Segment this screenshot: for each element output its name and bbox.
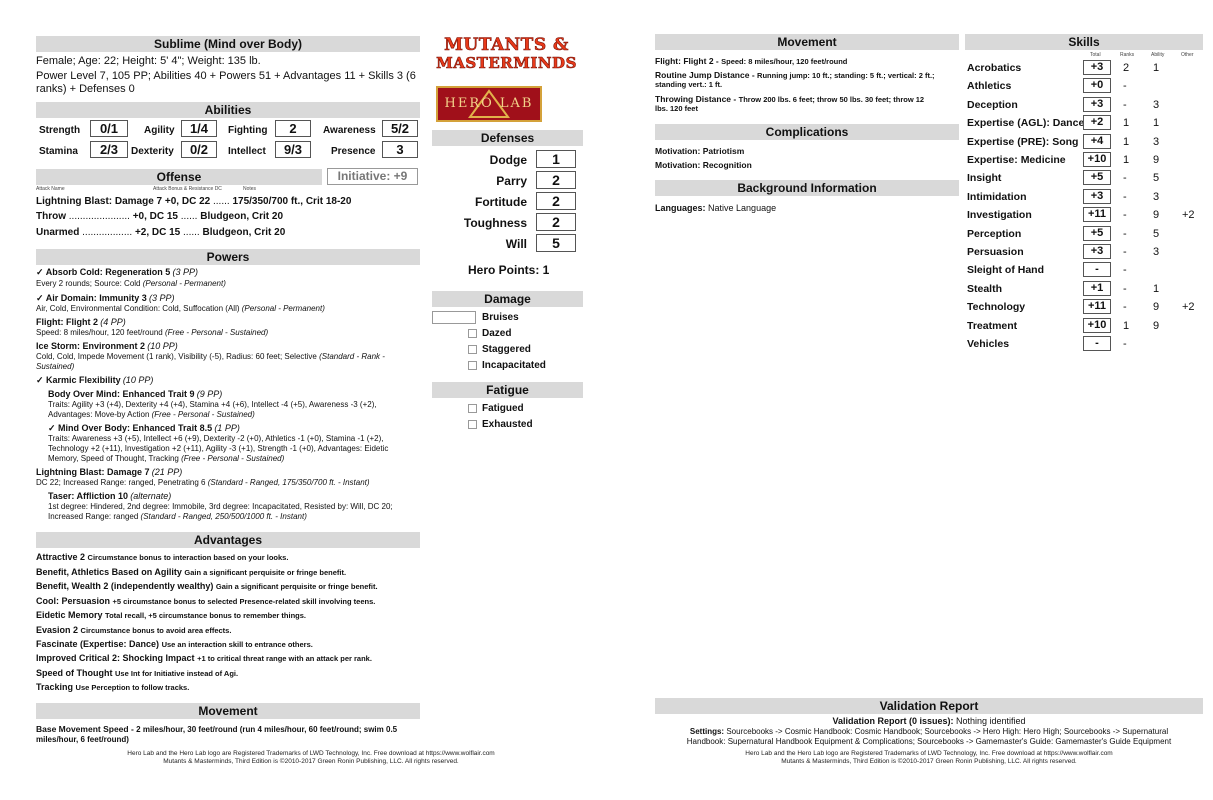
skill-name: Persuasion [967,246,1024,258]
skill-total: +4 [1083,134,1111,149]
power-name: ✓ Mind Over Body: Enhanced Trait 8.5 [48,423,213,433]
skill-name: Acrobatics [967,62,1022,74]
validation-summary: Validation Report (0 issues): Nothing identified [832,716,1026,726]
attack-name: Lightning Blast: Damage 7 [36,196,163,207]
skill-total: +3 [1083,244,1111,259]
advantage-item: Eidetic Memory Total recall, +5 circumstance bonus to remember things. [36,610,307,620]
skill-row [965,152,1203,169]
skill-row [965,134,1203,151]
skill-name: Expertise (AGL): Dance [967,117,1085,130]
dazed-checkbox[interactable] [468,329,477,338]
offense-col-attack: Attack Name [36,186,65,192]
damage-header: Damage [432,291,583,307]
power-desc: Every 2 rounds; Source: Cold (Personal - Permanent) [36,279,226,288]
skill-row [965,189,1203,206]
power-desc: Speed: 8 miles/hour, 120 feet/round (Free - Personal - Sustained) [36,328,269,337]
base-movement: Base Movement Speed - 2 miles/hour, 30 feet/round (run 4 miles/hour, 60 feet/round; swim 0.5 [36,724,398,734]
incapacitated-checkbox[interactable] [468,361,477,370]
defense-value-will: 5 [536,234,576,252]
skill-ranks: - [1123,80,1127,93]
skill-ability: 9 [1153,154,1160,166]
skills-table [965,60,1203,360]
skill-ranks: - [1123,98,1127,111]
skill-total: +3 [1083,60,1111,75]
power-cost: (alternate) [130,491,172,501]
skill-name: Technology [967,301,1026,314]
ability-label-presence: Presence [331,146,376,157]
power-cost: (10 PP) [122,375,154,385]
ability-value-agility: 1/4 [181,120,217,137]
power-name: Body Over Mind: Enhanced Trait 9 [48,389,195,399]
power-desc: Sustained) [36,362,75,371]
advantage-item: Improved Critical 2: Shocking Impact +1 to critical threat range with an attack per rank. [36,653,372,663]
power-desc: Air, Cold, Environmental Condition: Cold, Suffocation (All) (Personal - Permanent) [36,304,325,313]
power-item [36,375,153,386]
power-desc: Memory, Speed of Thought, Tracking (Free - Personal - Sustained) [48,454,285,463]
herolab-logo-text: HERO LAB [444,96,534,111]
offense-col-notes: Notes [243,186,257,192]
damage-incapacitated: Incapacitated [468,360,546,371]
defense-value-toughness: 2 [536,213,576,231]
power-desc: DC 22; Increased Range: ranged, Penetrating 6 (Standard - Ranged, 175/350/700 ft. - Instant) [36,478,370,487]
attack-bonus: +2, DC 15 [134,227,181,238]
skill-other: +2 [1182,301,1195,314]
defense-value-fortitude: 2 [536,192,576,210]
skill-total: +11 [1083,207,1111,222]
ability-label-agility: Agility [144,125,175,136]
bruises-box[interactable] [432,311,476,324]
ability-value-stamina: 2/3 [90,141,128,158]
defense-label-fortitude: Fortitude [475,195,527,209]
power-level-line: Power Level 7, 105 PP; Abilities 40 + Powers 51 + Advantages 11 + Skills 3 (6 ranks) + Defenses 0 [36,70,416,95]
skill-name: Treatment [967,319,1018,332]
footer-line: Mutants & Masterminds, Third Edition is ©2010-2017 Green Ronin Publishing, LLC. All rights reserved. [781,758,1077,765]
damage-staggered: Staggered [468,344,531,355]
power-desc: Increased Range: ranged (Standard - Ranged, 250/500/1000 ft. - Instant) [48,512,307,521]
skill-row [965,78,1203,95]
ability-label-dexterity: Dexterity [131,146,174,157]
ability-label-fighting: Fighting [228,125,268,136]
advantage-item: Speed of Thought Use Int for Initiative instead of Agi. [36,668,239,678]
skill-total: +5 [1083,226,1111,241]
skills-col-ability: Ability [1151,52,1165,58]
skill-row [965,262,1203,279]
power-name: Ice Storm: Environment 2 [36,341,146,351]
movement-item: Routine Jump Distance - Running jump: 10 ft.; standing: 5 ft.; vertical: 2 ft.; [655,70,935,80]
skill-row [965,244,1203,261]
power-item [36,341,178,352]
validation-header: Validation Report [655,698,1203,714]
skill-name: Investigation [967,209,1032,222]
power-cost: (9 PP) [196,389,223,399]
ability-value-intellect: 9/3 [275,141,311,158]
attack-name: Throw [36,211,66,222]
advantage-item: Cool: Persuasion +5 circumstance bonus to selected Presence-related skill involving teens. [36,596,376,606]
movement-item-cont: standing vert.: 1 ft. [655,80,723,89]
staggered-checkbox[interactable] [468,345,477,354]
skill-row [965,336,1203,353]
ability-value-dexterity: 0/2 [181,141,217,158]
skill-row [965,226,1203,243]
skill-total: +3 [1083,97,1111,112]
mm-logo-line: MASTERMINDS [436,54,577,72]
skill-ranks: - [1123,209,1127,222]
power-cost: (21 PP) [151,467,183,477]
movement-item: Flight: Flight 2 - Speed: 8 miles/hour, 120 feet/round [655,56,848,66]
ability-value-presence: 3 [382,141,418,158]
ability-label-stamina: Stamina [39,146,78,157]
ability-label-intellect: Intellect [228,146,266,157]
skill-ability: 9 [1153,319,1160,332]
skill-name: Stealth [967,282,1003,295]
attack-row [36,227,285,238]
attack-dots: ...... [213,196,230,207]
footer-line: Hero Lab and the Hero Lab logo are Registered Trademarks of LWD Technology, Inc. Free download at https://www.wolflair.com [745,750,1113,757]
initiative-box: Initiative: +9 [327,168,418,185]
powers-header: Powers [36,249,420,265]
ability-value-awareness: 5/2 [382,120,418,137]
skill-name: Athletics [967,80,1012,93]
skill-total: - [1083,262,1111,277]
skill-name: Expertise (PRE): Song [967,135,1079,148]
skill-ranks: 1 [1123,135,1130,148]
skill-ranks: - [1123,172,1127,185]
skill-name: Perception [967,227,1022,240]
power-name: Flight: Flight 2 [36,317,98,327]
skill-total: +11 [1083,299,1111,314]
skill-total: +0 [1083,78,1111,93]
background-header: Background Information [655,180,959,196]
advantage-item: Benefit, Wealth 2 (independently wealthy) Gain a significant perquisite or fringe benefit. [36,581,378,591]
attack-bonus: +0, DC 22 [164,196,211,207]
skill-row [965,115,1203,132]
complications-header: Complications [655,124,959,140]
attack-row [36,196,351,207]
defense-value-parry: 2 [536,171,576,189]
skill-row [965,97,1203,114]
attack-notes: 175/350/700 ft., Crit 18-20 [232,196,352,207]
skill-total: +10 [1083,318,1111,333]
skill-total: +1 [1083,281,1111,296]
defenses-header: Defenses [432,130,583,146]
fatigue-fatigued: Fatigued [468,403,524,414]
skill-ranks: - [1123,227,1127,240]
defense-label-parry: Parry [496,174,527,188]
footer-line: Mutants & Masterminds, Third Edition is ©2010-2017 Green Ronin Publishing, LLC. All rights reserved. [163,758,459,765]
skill-ability: 5 [1153,227,1160,240]
skill-ability: 1 [1153,117,1160,130]
skill-ability: 9 [1153,301,1160,314]
skills-col-total: Total [1090,52,1101,58]
mm-logo-line: MUTANTS & [444,35,569,55]
power-item [36,467,182,478]
defense-label-toughness: Toughness [463,216,527,230]
power-desc: Advantages: Move-by Action (Free - Personal - Sustained) [48,410,255,419]
skill-ability: 3 [1153,135,1160,148]
attack-dots: .................. [79,227,133,238]
skill-name: Deception [967,98,1018,111]
power-cost: (10 PP) [147,341,178,351]
skill-ranks: - [1123,190,1127,203]
hero-points: Hero Points: 1 [468,263,550,277]
skill-ability: 1 [1153,62,1160,74]
power-item [48,389,222,400]
skill-ranks: 1 [1123,117,1130,130]
ability-label-strength: Strength [39,125,81,136]
power-desc: Traits: Agility +3 (+4), Dexterity +4 (+4), Stamina +4 (+6), Intellect -4 (+5), Awareness -3 (+2), [48,400,377,409]
power-name: ✓ Absorb Cold: Regeneration 5 [36,267,171,277]
power-name: ✓ Air Domain: Immunity 3 [36,293,147,303]
power-name: Lightning Blast: Damage 7 [36,467,150,477]
skill-name: Vehicles [967,338,1010,350]
skills-col-ranks: Ranks [1120,52,1135,58]
ability-label-awareness: Awareness [323,125,376,136]
defense-label-dodge: Dodge [489,153,527,167]
power-item [48,423,240,434]
attack-row [36,211,283,222]
offense-col-bonus: Attack Bonus & Resistance DC [153,186,222,192]
power-desc: Traits: Awareness +3 (+5), Intellect +6 (+9), Dexterity -2 (+0), Athletics -1 (+0), Stamina -1 (+2), [48,434,384,443]
skill-ranks: 1 [1123,154,1130,166]
footer-left [36,750,586,766]
skill-total: +2 [1083,115,1111,130]
skill-row [965,281,1203,298]
attack-name: Unarmed [36,227,80,238]
power-desc: 1st degree: Hindered, 2nd degree: Immobile, 3rd degree: Incapacitated, Resisted by: Will, DC 20; [48,502,393,511]
skill-total: +10 [1083,152,1111,167]
skill-name: Intimidation [967,190,1027,203]
attack-dots: ...... [180,211,198,222]
power-item [36,267,198,278]
power-desc: Cold, Cold, Impede Movement (1 rank), Visibility (-5), Radius: 60 feet; Selective (Standard - Rank - [36,352,385,361]
identity-line: Female; Age: 22; Height: 5' 4"; Weight: 135 lb. [36,55,261,67]
power-cost: (3 PP) [172,267,198,277]
power-cost: (1 PP) [214,423,240,433]
power-cost: (3 PP) [148,293,175,303]
fatigue-header: Fatigue [432,382,583,398]
power-name: Taser: Affliction 10 [48,491,129,501]
skill-ability: 3 [1153,98,1160,111]
skill-ranks: 1 [1123,319,1130,332]
footer-line: Hero Lab and the Hero Lab logo are Registered Trademarks of LWD Technology, Inc. Free download at https://www.wolflair.com [127,750,495,757]
damage-dazed: Dazed [468,328,511,339]
advantage-item: Tracking Use Perception to follow tracks. [36,682,190,692]
skill-ranks: - [1123,246,1127,258]
defense-label-will: Will [505,237,527,251]
offense-header: Offense [36,169,322,185]
attack-dots: ...... [183,227,200,238]
power-cost: (4 PP) [100,317,126,327]
skill-ability: 1 [1153,282,1160,295]
attack-notes: Bludgeon, Crit 20 [202,227,286,238]
skill-other: +2 [1182,209,1195,222]
skill-ranks: - [1123,264,1127,277]
languages-line: Languages: Native Language [655,203,777,213]
skill-ranks: - [1123,301,1127,314]
skill-total: - [1083,336,1111,351]
skill-row [965,318,1203,335]
movement-item: Throwing Distance - Throw 200 lbs. 6 feet; throw 50 lbs. 30 feet; throw 12 [655,94,925,104]
skill-total: +5 [1083,170,1111,185]
skill-ranks: 2 [1123,62,1130,74]
exhausted-checkbox[interactable] [468,420,477,429]
skills-col-other: Other [1181,52,1194,58]
footer-right [655,750,1203,766]
abilities-header: Abilities [36,102,420,118]
defense-value-dodge: 1 [536,150,576,168]
advantage-item: Benefit, Athletics Based on Agility Gain a significant perquisite or fringe benefit. [36,567,347,577]
advantage-item: Fascinate (Expertise: Dance) Use an interaction skill to entrance others. [36,639,313,649]
skill-name: Expertise: Medicine [967,154,1066,166]
herolab-logo [436,86,542,122]
power-item [36,317,126,328]
skill-ability: 5 [1153,172,1160,185]
ability-value-fighting: 2 [275,120,311,137]
skill-ranks: - [1123,282,1127,295]
complication-item: Motivation: Recognition [655,160,752,170]
skill-name: Sleight of Hand [967,264,1044,277]
skill-row [965,299,1203,316]
advantages-header: Advantages [36,532,420,548]
base-movement-cont: miles/hour, 6 feet/round) [36,735,129,744]
movement-header-right: Movement [655,34,959,50]
attack-dots: ...................... [66,211,130,222]
damage-bruises: Bruises [482,312,519,323]
movement-header-left: Movement [36,703,420,719]
skill-row [965,60,1203,77]
power-name: ✓ Karmic Flexibility [36,375,121,385]
skill-ability: 9 [1153,209,1160,222]
complication-item: Motivation: Patriotism [655,146,745,156]
ability-value-strength: 0/1 [90,120,128,137]
advantage-item: Attractive 2 Circumstance bonus to interaction based on your looks. [36,552,289,562]
fatigue-exhausted: Exhausted [468,419,533,430]
skills-header: Skills [965,34,1203,50]
skill-row [965,207,1203,224]
skill-total: +3 [1083,189,1111,204]
skill-name: Insight [967,172,1002,185]
skill-ranks: - [1123,338,1127,350]
power-desc: Technology +2 (+11), Investigation +2 (+11), Agility -3 (+1), Strength -1 (+0), Advantages: Eidetic [48,444,389,453]
skill-ability: 3 [1153,190,1160,203]
fatigued-checkbox[interactable] [468,404,477,413]
power-item [36,293,174,304]
power-item [48,491,171,502]
attack-bonus: +0, DC 15 [132,211,178,222]
skill-ability: 3 [1153,246,1160,258]
validation-settings: Settings: Sourcebooks -> Cosmic Handbook: Cosmic Handbook; Sourcebooks -> Hero High: Hero High; Sourcebooks -> Supernatural Handbook: Supernatural Handbook Equipment & Complications; Sourcebooks -> Gamemaster's Guide: Gamemaster's Guide Equipment [686,727,1172,746]
movement-item-cont: lbs. 120 feet [655,104,698,113]
mm-logo [430,36,583,78]
advantage-item: Evasion 2 Circumstance bonus to avoid area effects. [36,625,232,635]
character-name-header: Sublime (Mind over Body) [36,36,420,52]
attack-notes: Bludgeon, Crit 20 [200,211,284,222]
skill-row [965,170,1203,187]
